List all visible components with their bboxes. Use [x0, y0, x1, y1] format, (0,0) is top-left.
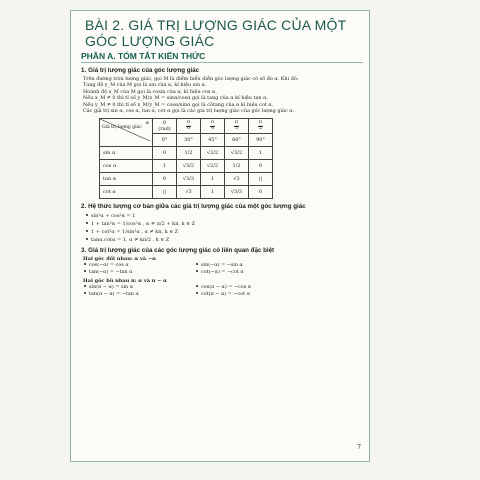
deg-header: 90° [249, 134, 273, 147]
rad-header: $\frac{\pi}{6}$ [177, 119, 201, 134]
sec1-line: Nếu y_M ≠ 0 thì tỉ số x_M/y_M = cosα/sinα gọi là côtang của α kí hiệu cot α. [83, 101, 274, 108]
table-row: cos α 1 √3/2 √2/2 1/2 0 [100, 160, 273, 173]
deg-header: 30° [177, 134, 201, 147]
deg-header: 0° [153, 134, 177, 147]
sec1-line: Hoành độ x_M của M gọi là cosin của α, kí hiệu cos α. [83, 88, 217, 95]
formula-row: tan(π − α) = −tan α cot(π − α) = −cot α [81, 291, 363, 298]
section-1-title: 1. Giá trị lượng giác của góc lượng giác [81, 67, 200, 74]
sec1-line: Nếu x_M ≠ 0 thì tỉ số y_M/x_M = sinα/cosα gọi là tang của α kí hiệu tan α. [83, 95, 268, 102]
sec1-line: Trên đường tròn lượng giác, gọi M là điểm biểu diễn góc lượng giác có số đo α. Khi đó: [83, 76, 299, 82]
section-3-title: 3. Giá trị lượng giác của các góc lượng giác có liên quan đặc biệt [81, 247, 275, 255]
sec1-line: Các giá trị sin α, cos α, tan α, cot α gọi là các giá trị lượng giác của góc lượng giác α. [83, 108, 295, 115]
rad-header: $\frac{\pi}{3}$ [225, 119, 249, 134]
textbook-page [70, 10, 370, 462]
rad-header: 0 (rad) [153, 119, 177, 134]
identity: sin²α + cos²α = 1 [83, 212, 363, 220]
lesson-title: BÀI 2. GIÁ TRỊ LƯỢNG GIÁC CỦA MỘT GÓC LƯỢNG GIÁC [85, 17, 347, 49]
rad-header: $\frac{\pi}{4}$ [201, 119, 225, 134]
deg-header: 60° [225, 134, 249, 147]
identity: tanα.cotα = 1, α ≠ kπ/2 , k ∈ Z [83, 236, 363, 244]
table-row: tan α 0 √3/3 1 √3 || [100, 173, 273, 186]
identity: 1 + tan²α = 1/cos²α , α ≠ π/2 + kπ, k ∈ Z [83, 220, 363, 228]
formula-row: cos(−α) = cos α sin(−α) = −sin α [81, 262, 363, 269]
trig-values-table [99, 118, 273, 199]
table-row: sin α 0 1/2 √2/2 √3/2 1 [100, 147, 273, 160]
table-row: cot α || √3 1 √3/3 0 [100, 186, 273, 199]
formula-row: sin(π − α) = sin α cos(π − α) = −cos α [81, 284, 363, 291]
section-2-title: 2. Hệ thức lượng cơ bản giữa các giá trị lượng giác của một góc lượng giác [81, 203, 306, 211]
supplementary-angles-title: Hai góc bù nhau π: α và π − α [83, 278, 167, 285]
sec1-line: Tung độ y_M của M gọi là sin của α, kí hiệu sin α. [83, 82, 207, 89]
part-title: PHẦN A. TÓM TẮT KIẾN THỨC [81, 51, 363, 63]
table-corner: α Giá trị lượng giác [100, 119, 153, 147]
page-number: 7 [357, 444, 361, 451]
opposite-angles-title: Hai góc đối nhau: α và −α [83, 256, 156, 263]
rad-header: $\frac{\pi}{2}$ [249, 119, 273, 134]
identity: 1 + cot²α = 1/sin²α , α ≠ kπ, k ∈ Z [83, 228, 363, 236]
formula-row: tan(−α) = −tan α cot(−α) = −cot α [81, 269, 363, 276]
deg-header: 45° [201, 134, 225, 147]
